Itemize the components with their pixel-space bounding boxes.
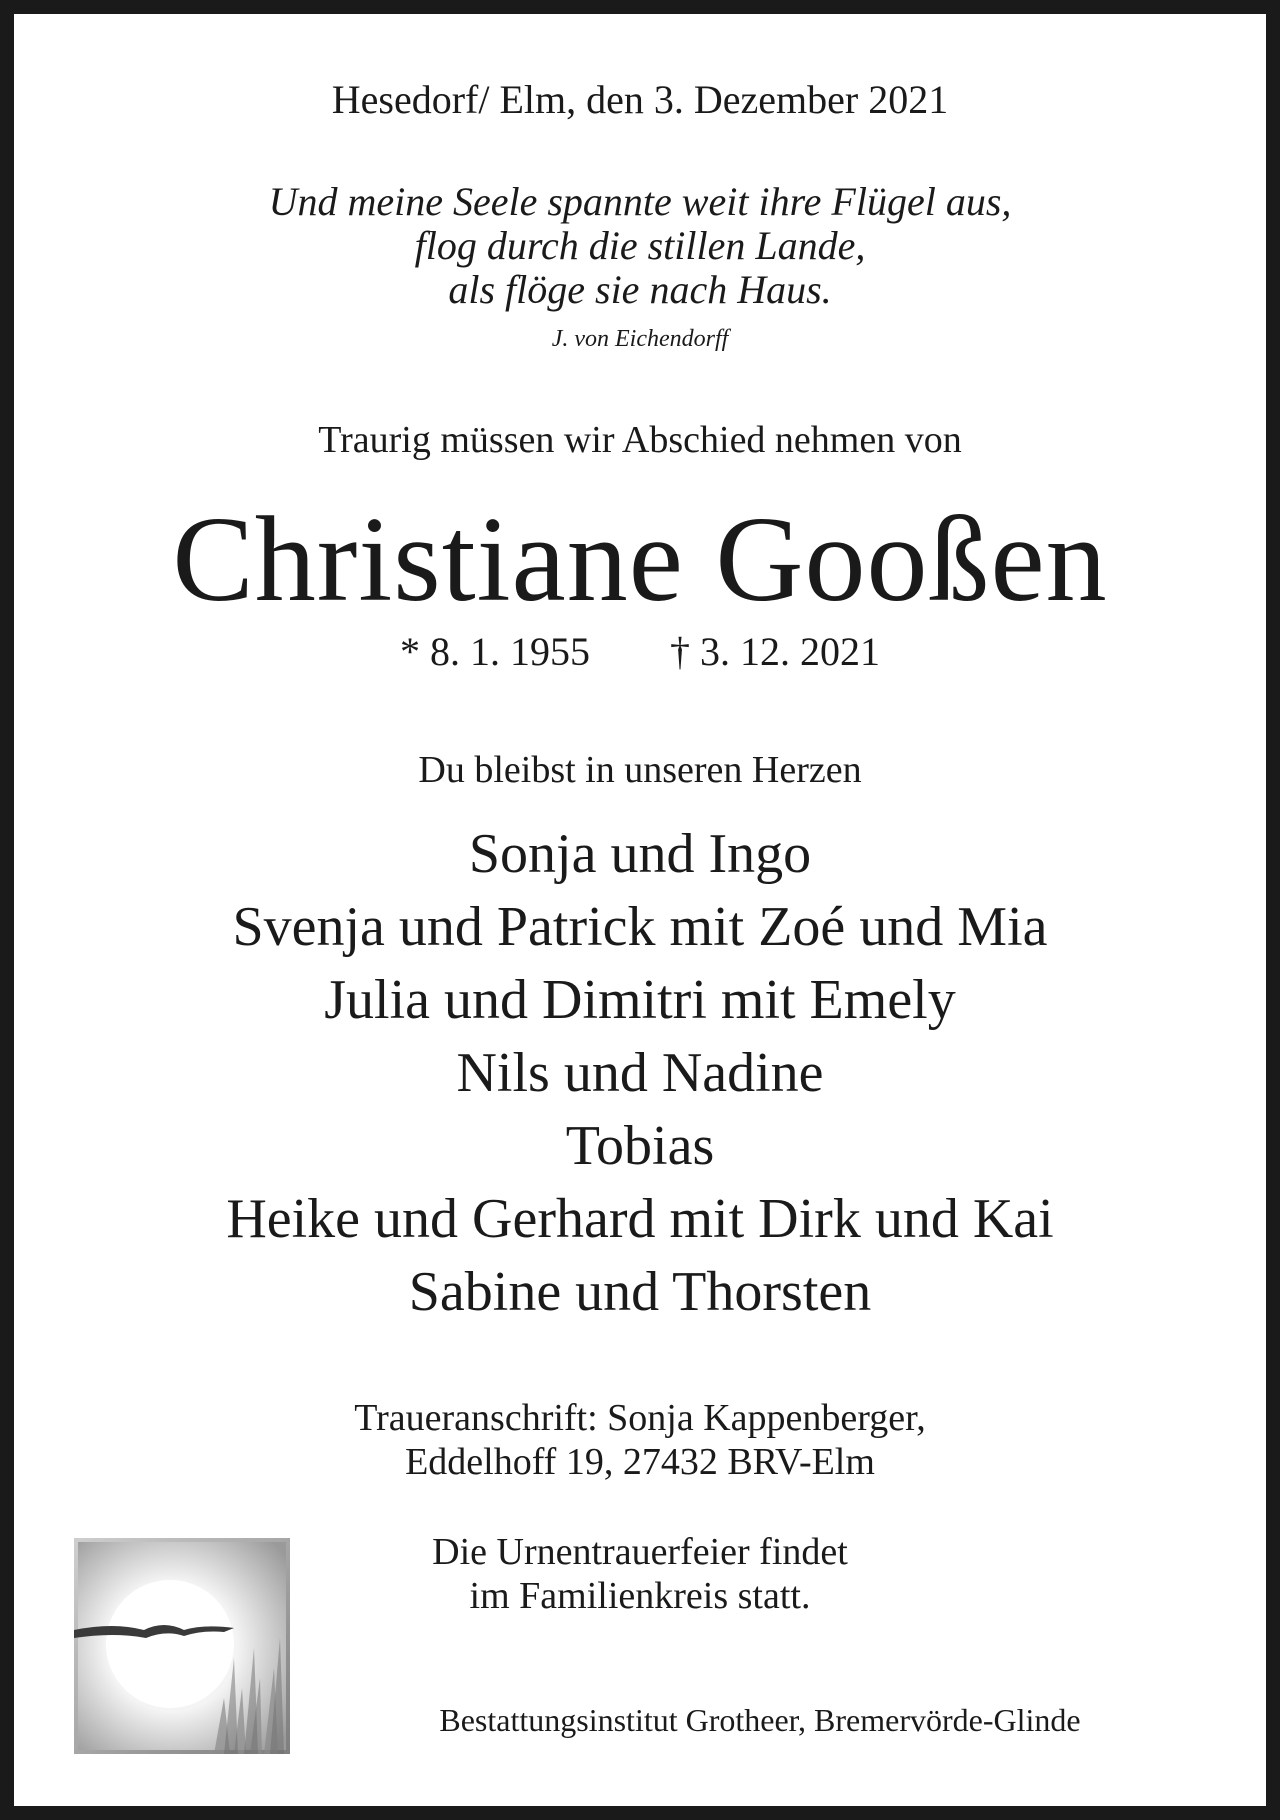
- poem-author: J. von Eichendorff: [551, 326, 729, 352]
- undertaker-credit: Bestattungsinstitut Grotheer, Bremervörde-Glinde: [439, 1702, 1081, 1738]
- remembrance-text: Du bleibst in unseren Herzen: [418, 749, 862, 791]
- ceremony-line: Die Urnentrauerfeier findet: [432, 1531, 848, 1573]
- death-date: † 3. 12. 2021: [670, 629, 880, 674]
- poem-line: flog durch die stillen Lande,: [414, 223, 866, 268]
- family-member: Svenja und Patrick mit Zoé und Mia: [232, 896, 1048, 958]
- family-member: Sabine und Thorsten: [408, 1261, 872, 1323]
- intro-text: Traurig müssen wir Abschied nehmen von: [318, 419, 962, 461]
- mourning-address-line: Eddelhoff 19, 27432 BRV-Elm: [405, 1441, 875, 1483]
- deceased-name: Christiane Gooßen: [172, 492, 1108, 627]
- family-member: Nils und Nadine: [456, 1042, 824, 1104]
- mourning-address-line: Traueranschrift: Sonja Kappenberger,: [354, 1397, 926, 1439]
- family-member: Sonja und Ingo: [468, 823, 812, 885]
- poem-line: als flöge sie nach Haus.: [448, 267, 832, 312]
- bird-sun-emblem-icon: [74, 1538, 290, 1754]
- place-date: Hesedorf/ Elm, den 3. Dezember 2021: [331, 77, 949, 122]
- family-member: Heike und Gerhard mit Dirk und Kai: [226, 1188, 1054, 1250]
- family-member: Julia und Dimitri mit Emely: [324, 969, 956, 1031]
- poem-line: Und meine Seele spannte weit ihre Flügel aus,: [268, 179, 1012, 224]
- life-dates: [0, 628, 1280, 675]
- family-member: Tobias: [565, 1115, 715, 1177]
- birth-date: * 8. 1. 1955: [400, 629, 590, 674]
- ceremony-line: im Familienkreis statt.: [469, 1575, 811, 1617]
